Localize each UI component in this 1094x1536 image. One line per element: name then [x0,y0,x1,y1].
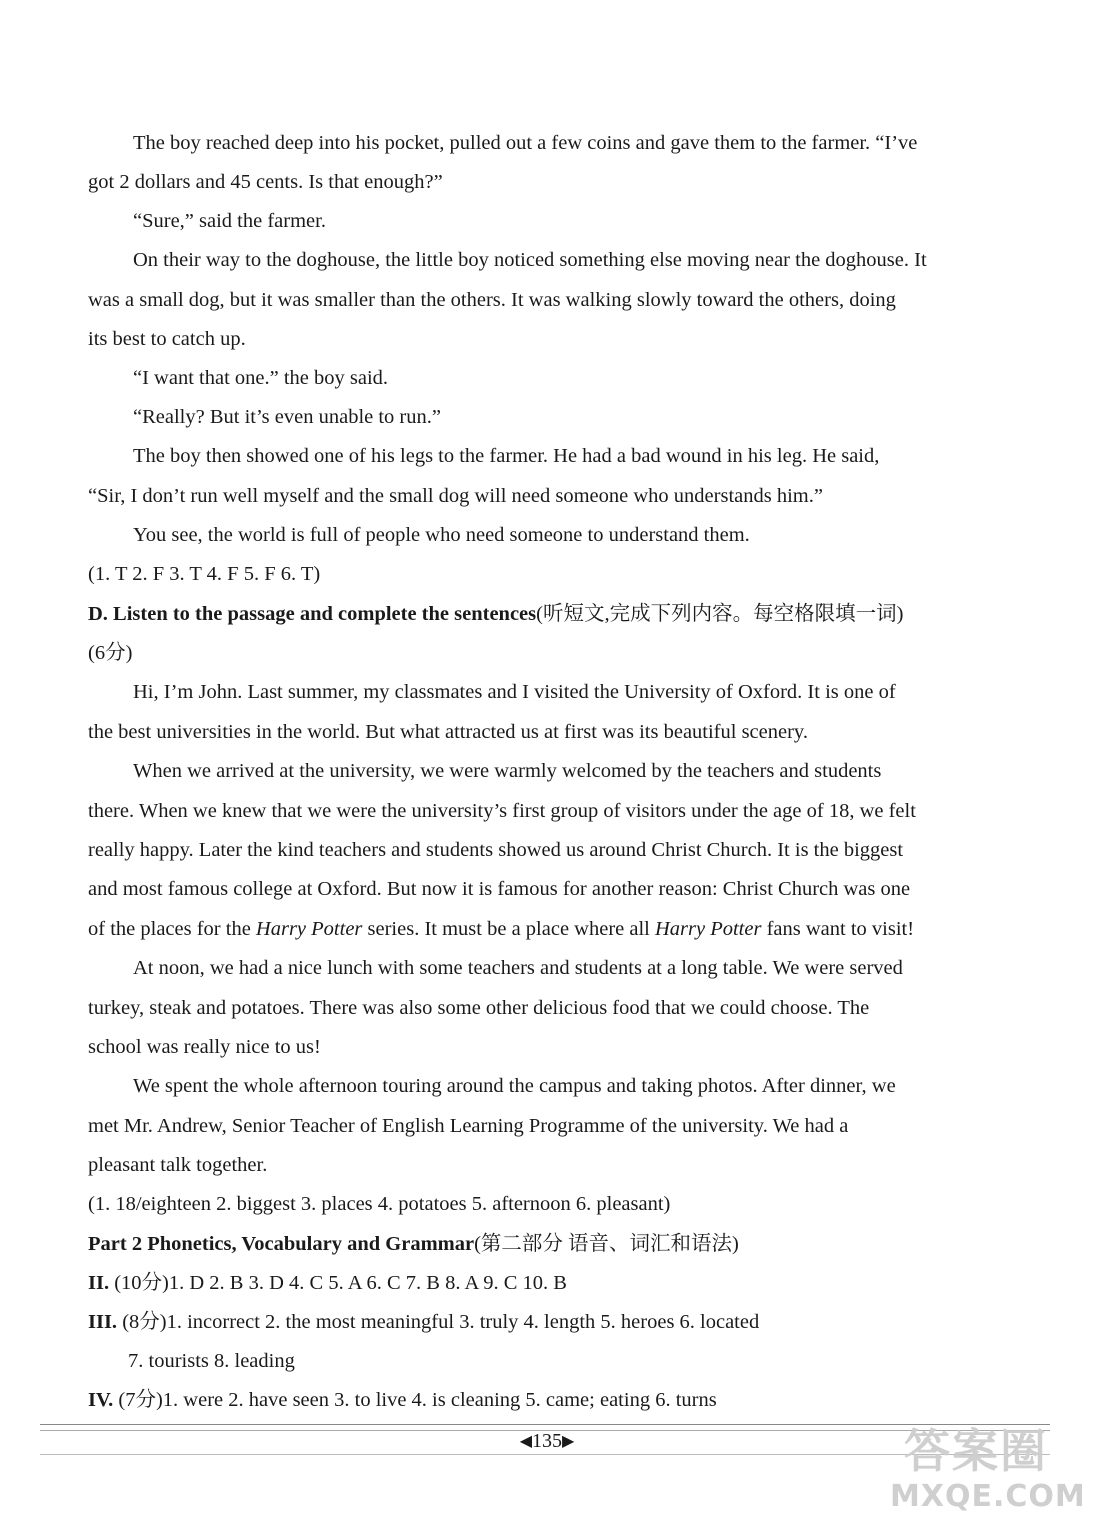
passage2-line-6: and most famous college at Oxford. But now it is famous for another reason: Christ Church was one [88,878,911,900]
passage2-line-5: really happy. Later the kind teachers and students showed us around Christ Church. It is the biggest [88,839,904,861]
passage2-line-7-part-a: of the places for the [88,918,256,940]
passage2-line-10: school was really nice to us! [88,1036,321,1058]
question-iii-number: III. [88,1311,118,1333]
passage1-line-4: On their way to the doghouse, the little boy noticed something else moving near the doghouse. It [133,249,927,271]
question-ii-answers [88,1270,567,1296]
question-iii-answers-cont: 7. tourists 8. leading [128,1350,295,1372]
page-number-value: 135 [532,1430,562,1452]
book-title-harry-potter-2: Harry Potter [654,918,762,940]
section-d-title: D. Listen to the passage and complete the sentences [88,603,537,625]
part2-heading [88,1231,739,1257]
watermark-top-text: 答案圈 [904,1424,1048,1478]
answers-c: (1. T 2. F 3. T 4. F 5. F 6. T) [88,563,321,585]
footer-rule-top [40,1424,1050,1425]
section-d-instruction: (听短文,完成下列内容。每空格限填一词) [536,603,904,625]
passage1-line-7: “I want that one.” the boy said. [133,367,389,389]
passage2-line-2: the best universities in the world. But what attracted us at first was its beautiful scenery. [88,721,808,743]
passage1-line-3: “Sure,” said the farmer. [133,210,326,232]
watermark-bottom-text: MXQE.COM [890,1479,1086,1514]
section-d-heading [88,601,903,627]
passage1-line-10: “Sir, I don’t run well myself and the small dog will need someone who understands him.” [88,485,823,507]
section-d-score: (6分) [88,642,133,664]
question-ii-number: II. [88,1272,110,1294]
passage1-line-11: You see, the world is full of people who need someone to understand them. [133,524,750,546]
arrow-right-icon: ▶ [562,1433,575,1450]
part2-title: Part 2 Phonetics, Vocabulary and Grammar [88,1233,475,1255]
passage2-line-9: turkey, steak and potatoes. There was also some other delicious food that we could choose. The [88,997,870,1019]
passage1-line-2: got 2 dollars and 45 cents. Is that enough?” [88,171,443,193]
passage2-line-11: We spent the whole afternoon touring around the campus and taking photos. After dinner, we [133,1075,896,1097]
passage2-line-13: pleasant talk together. [88,1154,268,1176]
passage2-line-4: there. When we knew that we were the university’s first group of visitors under the age of 18, we felt [88,800,916,822]
book-title-harry-potter: Harry Potter [255,918,363,940]
passage2-line-7 [88,916,914,942]
passage1-line-9: The boy then showed one of his legs to the farmer. He had a bad wound in his leg. He said, [133,445,880,467]
watermark-logo [884,1424,1086,1526]
question-ii-text: (10分)1. D 2. B 3. D 4. C 5. A 6. C 7. B 8. A 9. C 10. B [109,1272,567,1294]
arrow-left-icon: ◀ [519,1433,532,1450]
question-iii-answers [88,1309,759,1335]
passage2-line-12: met Mr. Andrew, Senior Teacher of English Learning Programme of the university. We had a [88,1115,849,1137]
question-iv-number: IV. [88,1389,114,1411]
answers-d: (1. 18/eighteen 2. biggest 3. places 4. potatoes 5. afternoon 6. pleasant) [88,1193,671,1215]
passage1-line-8: “Really? But it’s even unable to run.” [133,406,441,428]
passage2-line-8: At noon, we had a nice lunch with some teachers and students at a long table. We were served [133,957,903,979]
passage2-line-1: Hi, I’m John. Last summer, my classmates and I visited the University of Oxford. It is one of [133,681,896,703]
question-iv-text: (7分)1. were 2. have seen 3. to live 4. is cleaning 5. came; eating 6. turns [113,1389,717,1411]
passage2-line-7-part-e: fans want to visit! [761,918,915,940]
passage1-line-5: was a small dog, but it was smaller than the others. It was walking slowly toward the others, doing [88,289,896,311]
question-iii-text: (8分)1. incorrect 2. the most meaningful 3. truly 4. length 5. heroes 6. located [117,1311,760,1333]
question-iv-answers [88,1387,717,1413]
part2-cn-title: (第二部分 语音、词汇和语法) [474,1233,739,1255]
passage2-line-3: When we arrived at the university, we were warmly welcomed by the teachers and students [133,760,882,782]
passage2-line-7-part-c: series. It must be a place where all [362,918,655,940]
passage1-line-6: its best to catch up. [88,328,246,350]
passage1-line-1: The boy reached deep into his pocket, pulled out a few coins and gave them to the farmer. “I’ve [133,132,918,154]
